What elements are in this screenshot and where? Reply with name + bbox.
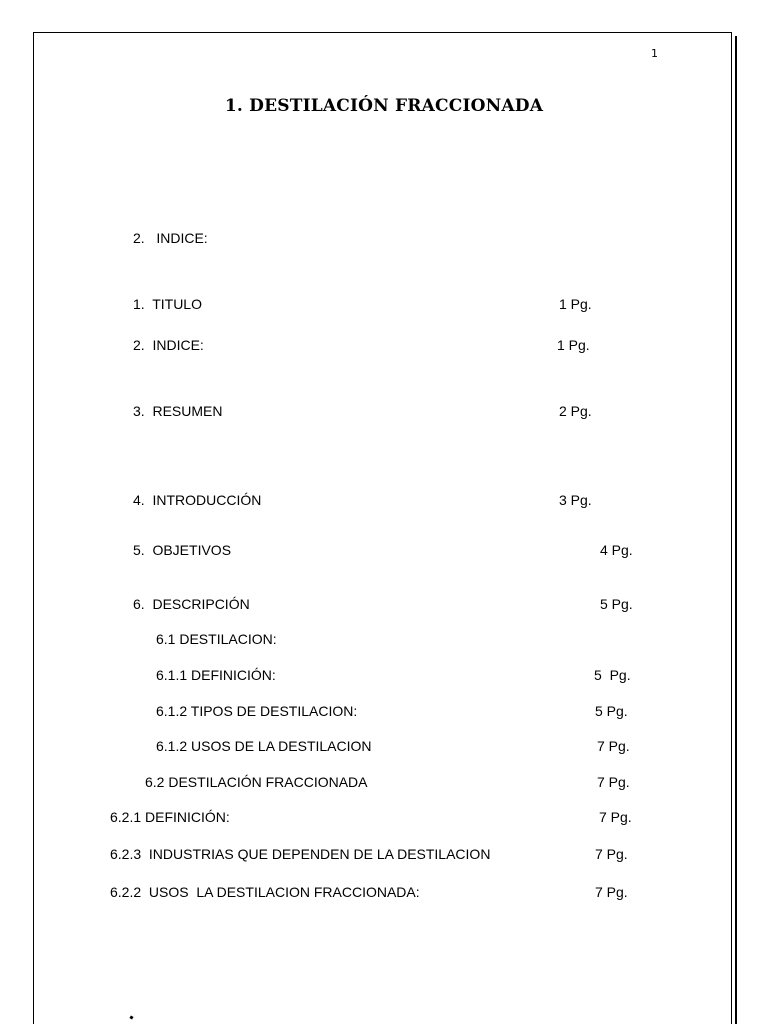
toc-entry-label: 6.1.1 DEFINICIÓN: [156,667,276,683]
toc-entry-page: 7 Pg. [597,774,630,790]
toc-entry-page: 7 Pg. [595,846,628,862]
toc-entry-label: 4. INTRODUCCIÓN [133,492,262,508]
toc-entry-label: 6.1.2 TIPOS DE DESTILACION: [156,703,358,719]
toc-entry-page: 1 Pg. [557,337,590,353]
toc-entry-label: 6.1.2 USOS DE LA DESTILACION [156,738,372,754]
toc-entry-label: 6.2 DESTILACIÓN FRACCIONADA [145,774,368,790]
toc-entry-page: 2 Pg. [559,403,592,419]
toc-entry-label: 6. DESCRIPCIÓN [133,596,250,612]
toc-entry-label: 2. INDICE: [133,337,204,353]
toc-entry-page: 5 Pg. [600,596,633,612]
document-page [33,32,732,1024]
toc-entry-label: 6.1 DESTILACION: [156,631,277,647]
page-edge-shadow [735,36,737,1024]
document-title: 1. DESTILACIÓN FRACCIONADA [224,96,544,116]
index-heading: 2. INDICE: [133,230,208,246]
toc-entry-page: 7 Pg. [595,884,628,900]
toc-entry-page: 3 Pg. [559,492,592,508]
toc-entry-label: 3. RESUMEN [133,403,223,419]
toc-entry-page: 7 Pg. [597,738,630,754]
toc-entry-page: 4 Pg. [600,542,633,558]
toc-entry-label: 6.2.3 INDUSTRIAS QUE DEPENDEN DE LA DESTILACION [110,846,491,862]
toc-entry-page: 5 Pg. [595,703,628,719]
toc-entry-label: 6.2.1 DEFINICIÓN: [110,809,230,825]
toc-entry-label: 5. OBJETIVOS [133,542,232,558]
toc-entry-page: 7 Pg. [599,809,632,825]
toc-entry-page: 1 Pg. [559,296,592,312]
page-number: 1 [651,47,658,60]
toc-entry-page: 5 Pg. [594,667,631,683]
toc-entry-label: 6.2.2 USOS LA DESTILACION FRACCIONADA: [110,884,420,900]
toc-entry-label: 1. TITULO [133,296,202,312]
